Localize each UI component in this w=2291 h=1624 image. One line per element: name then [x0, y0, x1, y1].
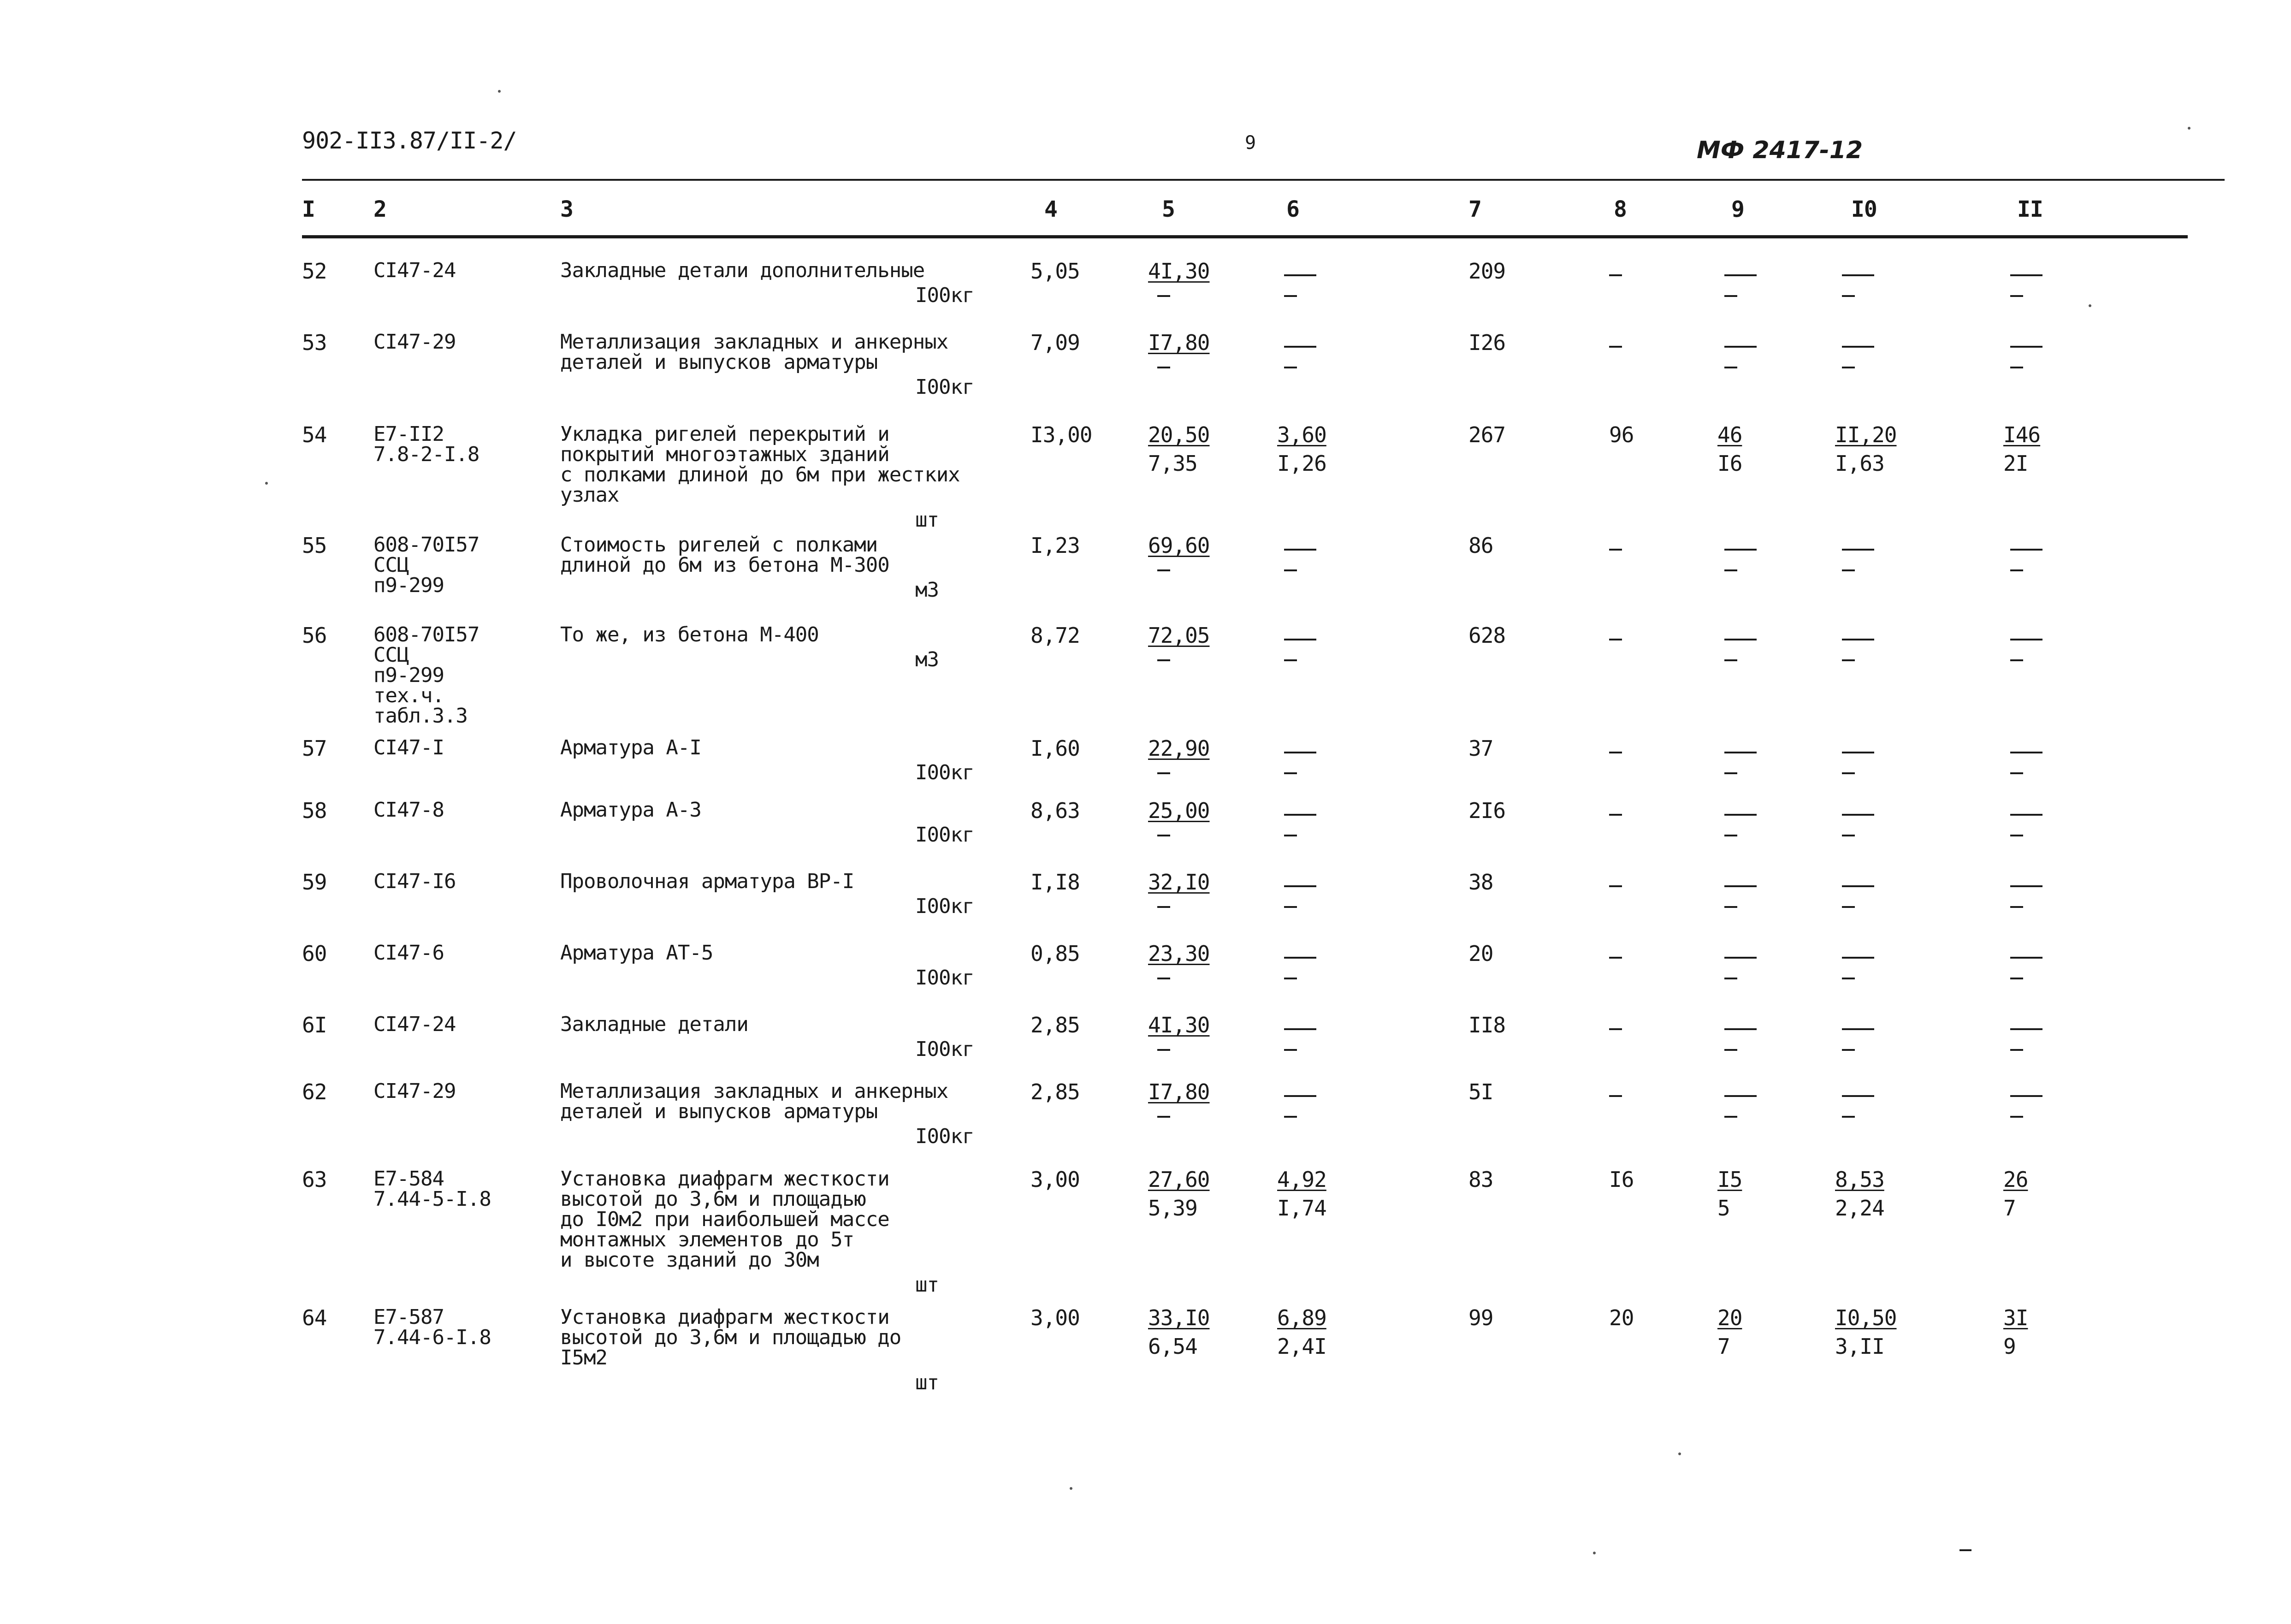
- row-number: 52: [302, 259, 327, 284]
- total-cost: 99: [1468, 1305, 1493, 1330]
- column-header-7: 7: [1468, 196, 1481, 222]
- empty-value-dash: [1609, 274, 1622, 276]
- quantity: 5,05: [1030, 259, 1080, 284]
- empty-value-dash: [1284, 1116, 1297, 1118]
- empty-value-dash: [1724, 659, 1737, 661]
- empty-value-dash: [1284, 1028, 1316, 1030]
- empty-value-dash: [1842, 274, 1874, 276]
- work-description: То же, из бетона М-400: [560, 623, 819, 646]
- empty-value-dash: [1284, 549, 1316, 551]
- work-description: Металлизация закладных и анкерных деталей и выпусков арматуры: [560, 1079, 948, 1123]
- empty-value-dash: [1724, 957, 1757, 959]
- column-header-2: 2: [373, 196, 386, 222]
- total-cost: 267: [1468, 422, 1506, 447]
- total-cost: 628: [1468, 623, 1506, 648]
- empty-value-dash: [2010, 569, 2023, 571]
- empty-value-dash: [1284, 978, 1297, 979]
- norm-code: CI47-I6: [373, 870, 456, 893]
- column-header-9: 9: [1731, 196, 1744, 222]
- total-cost: 20: [1468, 941, 1493, 966]
- empty-value-dash: [1724, 274, 1757, 276]
- empty-value-dash: [2010, 1116, 2023, 1118]
- empty-value-dash: [1724, 295, 1737, 297]
- work-description: Установка диафрагм жесткости высотой до 3,6м и площадью до I0м2 при наибольшей массе монтажных элементов до 5т и высоте зданий до 30м: [560, 1167, 889, 1272]
- empty-value-dash: [1284, 957, 1316, 959]
- empty-value-dash: [2010, 639, 2042, 640]
- norm-code: E7-584 7.44-5-I.8: [373, 1167, 491, 1211]
- col8-value: 96: [1609, 422, 1634, 447]
- work-description: Стоимость ригелей с полками длиной до 6м из бетона М-300: [560, 533, 889, 577]
- empty-value-dash: [1157, 978, 1170, 979]
- unit-cost-total-bottom: 5,39: [1148, 1196, 1197, 1221]
- empty-value-dash: [1284, 835, 1297, 836]
- header-rule: [302, 235, 2188, 238]
- row-number: 64: [302, 1305, 327, 1330]
- unit-cost-machine-bottom: 2,4I: [1277, 1334, 1326, 1359]
- empty-value-dash: [1842, 367, 1855, 368]
- empty-value-dash: [2010, 549, 2042, 551]
- quantity: I,I8: [1030, 870, 1080, 895]
- empty-value-dash: [1842, 549, 1874, 551]
- quantity: I,60: [1030, 736, 1080, 761]
- row-number: 55: [302, 533, 327, 558]
- unit-cost-machine-bottom: I,74: [1277, 1196, 1326, 1221]
- col10-value-top: II,20: [1835, 422, 1897, 447]
- unit: м3: [915, 578, 939, 602]
- unit: I00кг: [915, 375, 974, 399]
- empty-value-dash: [1157, 772, 1170, 774]
- row-number: 56: [302, 623, 327, 648]
- unit-cost-total-top: I7,80: [1148, 330, 1210, 355]
- quantity: 8,72: [1030, 623, 1080, 648]
- speck: [265, 482, 268, 485]
- empty-value-dash: [2010, 957, 2042, 959]
- norm-code: CI47-24: [373, 259, 456, 282]
- col8-value: 20: [1609, 1305, 1634, 1330]
- empty-value-dash: [1609, 1028, 1622, 1030]
- empty-value-dash: [1842, 1095, 1874, 1097]
- row-number: 59: [302, 870, 327, 895]
- empty-value-dash: [1724, 1028, 1757, 1030]
- empty-value-dash: [1284, 659, 1297, 661]
- empty-value-dash: [1284, 814, 1316, 816]
- empty-value-dash: [1284, 885, 1316, 887]
- total-cost: 2I6: [1468, 798, 1506, 823]
- empty-value-dash: [1842, 1049, 1855, 1051]
- empty-value-dash: [1724, 1049, 1737, 1051]
- empty-value-dash: [1609, 549, 1622, 551]
- work-description: Укладка ригелей перекрытий и покрытий многоэтажных зданий с полками длиной до 6м при жестких узлах: [560, 422, 960, 507]
- empty-value-dash: [1724, 772, 1737, 774]
- unit-cost-total-top: 23,30: [1148, 941, 1210, 966]
- norm-code: CI47-29: [373, 330, 456, 354]
- empty-value-dash: [2010, 814, 2042, 816]
- empty-value-dash: [1842, 978, 1855, 979]
- col9-value-bottom: 7: [1717, 1334, 1730, 1359]
- unit: I00кг: [915, 895, 974, 918]
- quantity: I3,00: [1030, 422, 1092, 447]
- col8-value: I6: [1609, 1167, 1634, 1192]
- row-number: 62: [302, 1079, 327, 1104]
- empty-value-dash: [1609, 346, 1622, 348]
- empty-value-dash: [1842, 346, 1874, 348]
- empty-value-dash: [1284, 639, 1316, 640]
- empty-value-dash: [1157, 1049, 1170, 1051]
- row-number: 60: [302, 941, 327, 966]
- empty-value-dash: [1157, 569, 1170, 571]
- col9-value-top: I5: [1717, 1167, 1742, 1192]
- unit: шт: [915, 1371, 939, 1394]
- document-code: 902-II3.87/II-2/: [302, 127, 517, 154]
- empty-value-dash: [1842, 835, 1855, 836]
- speck: [498, 90, 501, 93]
- empty-value-dash: [1609, 885, 1622, 887]
- empty-value-dash: [1157, 835, 1170, 836]
- column-header-8: 8: [1614, 196, 1627, 222]
- empty-value-dash: [1157, 367, 1170, 368]
- norm-code: CI47-29: [373, 1079, 456, 1103]
- work-description: Металлизация закладных и анкерных деталей и выпусков арматуры: [560, 330, 948, 374]
- norm-code: E7-587 7.44-6-I.8: [373, 1305, 491, 1349]
- empty-value-dash: [2010, 772, 2023, 774]
- empty-value-dash: [1842, 957, 1874, 959]
- unit: м3: [915, 648, 939, 671]
- quantity: 3,00: [1030, 1167, 1080, 1192]
- column-header-11: II: [2017, 196, 2043, 222]
- column-header-4: 4: [1044, 196, 1057, 222]
- row-number: 6I: [302, 1013, 327, 1037]
- unit: I00кг: [915, 1037, 974, 1061]
- unit-cost-total-top: 20,50: [1148, 422, 1210, 447]
- empty-value-dash: [2010, 885, 2042, 887]
- empty-value-dash: [2010, 346, 2042, 348]
- empty-value-dash: [1842, 752, 1874, 753]
- empty-value-dash: [1609, 639, 1622, 640]
- unit-cost-total-top: 22,90: [1148, 736, 1210, 761]
- empty-value-dash: [1284, 906, 1297, 908]
- unit-cost-total-top: 4I,30: [1148, 259, 1210, 284]
- empty-value-dash: [1284, 274, 1316, 276]
- empty-value-dash: [2010, 274, 2042, 276]
- total-cost: I26: [1468, 330, 1506, 355]
- norm-code: 608-70I57 ССЦ п9-299: [373, 533, 480, 597]
- work-description: Закладные детали: [560, 1013, 748, 1036]
- quantity: 2,85: [1030, 1013, 1080, 1037]
- empty-value-dash: [1609, 752, 1622, 753]
- empty-value-dash: [1724, 885, 1757, 887]
- page-number: 9: [1245, 132, 1256, 154]
- empty-value-dash: [1724, 569, 1737, 571]
- empty-value-dash: [1842, 772, 1855, 774]
- empty-value-dash: [1284, 1049, 1297, 1051]
- col9-value-top: 46: [1717, 422, 1742, 447]
- row-number: 58: [302, 798, 327, 823]
- empty-value-dash: [1842, 569, 1855, 571]
- empty-value-dash: [1724, 1095, 1757, 1097]
- speck: [1070, 1487, 1072, 1490]
- unit-cost-total-top: 69,60: [1148, 533, 1210, 558]
- empty-value-dash: [1842, 659, 1855, 661]
- work-description: Проволочная арматура ВР-I: [560, 870, 854, 893]
- norm-code: CI47-24: [373, 1013, 456, 1036]
- col10-value-bottom: 2,24: [1835, 1196, 1884, 1221]
- total-cost: 37: [1468, 736, 1493, 761]
- empty-value-dash: [1724, 639, 1757, 640]
- norm-code: E7-II2 7.8-2-I.8: [373, 422, 480, 466]
- quantity: 3,00: [1030, 1305, 1080, 1330]
- empty-value-dash: [1842, 1116, 1855, 1118]
- unit-cost-total-top: 32,I0: [1148, 870, 1210, 895]
- total-cost: 5I: [1468, 1079, 1493, 1104]
- speck: [2089, 304, 2091, 307]
- col11-value-top: 26: [2003, 1167, 2028, 1192]
- unit-cost-total-top: 72,05: [1148, 623, 1210, 648]
- speck: [1678, 1452, 1681, 1455]
- empty-value-dash: [2010, 978, 2023, 979]
- empty-value-dash: [1284, 772, 1297, 774]
- total-cost: 38: [1468, 870, 1493, 895]
- col11-value-bottom: 2I: [2003, 451, 2028, 476]
- unit-cost-total-bottom: 6,54: [1148, 1334, 1197, 1359]
- col10-value-top: 8,53: [1835, 1167, 1884, 1192]
- empty-value-dash: [1842, 885, 1874, 887]
- row-number: 54: [302, 422, 327, 447]
- work-description: Арматура А-3: [560, 798, 701, 822]
- quantity: 2,85: [1030, 1079, 1080, 1104]
- empty-value-dash: [2010, 1028, 2042, 1030]
- quantity: 8,63: [1030, 798, 1080, 823]
- unit: шт: [915, 1273, 939, 1297]
- col9-value-top: 20: [1717, 1305, 1742, 1330]
- unit-cost-machine-bottom: I,26: [1277, 451, 1326, 476]
- column-header-1: I: [302, 196, 315, 222]
- work-description: Арматура А-I: [560, 736, 701, 759]
- total-cost: II8: [1468, 1013, 1506, 1037]
- empty-value-dash: [1724, 835, 1737, 836]
- quantity: 7,09: [1030, 330, 1080, 355]
- col11-value-top: 3I: [2003, 1305, 2028, 1330]
- norm-code: CI47-I: [373, 736, 444, 759]
- empty-value-dash: [1609, 957, 1622, 959]
- work-description: Установка диафрагм жесткости высотой до 3,6м и площадью до I5м2: [560, 1305, 901, 1369]
- unit: I00кг: [915, 1125, 974, 1148]
- empty-value-dash: [1157, 906, 1170, 908]
- total-cost: 86: [1468, 533, 1493, 558]
- unit-cost-total-top: 27,60: [1148, 1167, 1210, 1192]
- speck: [2188, 127, 2190, 130]
- norm-code: 608-70I57 ССЦ п9-299 тех.ч. табл.3.3: [373, 623, 480, 728]
- unit-cost-total-top: I7,80: [1148, 1079, 1210, 1104]
- row-number: 63: [302, 1167, 327, 1192]
- empty-value-dash: [1284, 569, 1297, 571]
- empty-value-dash: [1157, 295, 1170, 297]
- empty-value-dash: [1724, 346, 1757, 348]
- unit-cost-total-bottom: 7,35: [1148, 451, 1197, 476]
- empty-value-dash: [1724, 978, 1737, 979]
- empty-value-dash: [2010, 906, 2023, 908]
- empty-value-dash: [1724, 814, 1757, 816]
- unit-cost-machine-top: 4,92: [1277, 1167, 1326, 1192]
- total-cost: 209: [1468, 259, 1506, 284]
- empty-value-dash: [2010, 752, 2042, 753]
- empty-value-dash: [1842, 1028, 1874, 1030]
- speck: [1593, 1552, 1596, 1554]
- empty-value-dash: [2010, 1095, 2042, 1097]
- empty-value-dash: [1724, 549, 1757, 551]
- column-header-10: I0: [1851, 196, 1877, 222]
- unit-cost-total-top: 4I,30: [1148, 1013, 1210, 1037]
- column-header-6: 6: [1286, 196, 1299, 222]
- unit: I00кг: [915, 823, 974, 847]
- unit-cost-total-top: 33,I0: [1148, 1305, 1210, 1330]
- col11-value-bottom: 9: [2003, 1334, 2016, 1359]
- total-cost: 83: [1468, 1167, 1493, 1192]
- unit: I00кг: [915, 284, 974, 307]
- col11-value-top: I46: [2003, 422, 2041, 447]
- unit-cost-total-top: 25,00: [1148, 798, 1210, 823]
- norm-code: CI47-8: [373, 798, 444, 822]
- empty-value-dash: [1724, 906, 1737, 908]
- work-description: Закладные детали дополнительные: [560, 259, 925, 282]
- norm-code: CI47-6: [373, 941, 444, 965]
- row-number: 53: [302, 330, 327, 355]
- col10-value-bottom: 3,II: [1835, 1334, 1884, 1359]
- unit-cost-machine-top: 6,89: [1277, 1305, 1326, 1330]
- col9-value-bottom: I6: [1717, 451, 1742, 476]
- empty-value-dash: [1724, 367, 1737, 368]
- sheet-reference: МФ 2417-12: [1697, 136, 1863, 164]
- empty-value-dash: [1609, 1095, 1622, 1097]
- empty-value-dash: [1157, 659, 1170, 661]
- empty-value-dash: [2010, 1049, 2023, 1051]
- empty-value-dash: [2010, 835, 2023, 836]
- unit-cost-machine-top: 3,60: [1277, 422, 1326, 447]
- empty-value-dash: [1284, 346, 1316, 348]
- empty-value-dash: [2010, 659, 2023, 661]
- empty-value-dash: [1724, 1116, 1737, 1118]
- empty-value-dash: [1724, 752, 1757, 753]
- column-header-3: 3: [560, 196, 573, 222]
- unit: шт: [915, 508, 939, 532]
- empty-value-dash: [1842, 906, 1855, 908]
- speck: [1959, 1549, 1971, 1551]
- empty-value-dash: [1284, 1095, 1316, 1097]
- empty-value-dash: [1284, 295, 1297, 297]
- empty-value-dash: [1284, 367, 1297, 368]
- empty-value-dash: [1842, 814, 1874, 816]
- empty-value-dash: [1284, 752, 1316, 753]
- col9-value-bottom: 5: [1717, 1196, 1730, 1221]
- col10-value-top: I0,50: [1835, 1305, 1897, 1330]
- empty-value-dash: [2010, 295, 2023, 297]
- quantity: I,23: [1030, 533, 1080, 558]
- work-description: Арматура АТ-5: [560, 941, 713, 965]
- column-header-5: 5: [1162, 196, 1175, 222]
- empty-value-dash: [1157, 1116, 1170, 1118]
- empty-value-dash: [1842, 295, 1855, 297]
- col11-value-bottom: 7: [2003, 1196, 2016, 1221]
- unit: I00кг: [915, 761, 974, 784]
- top-rule: [302, 179, 2225, 181]
- empty-value-dash: [1842, 639, 1874, 640]
- empty-value-dash: [2010, 367, 2023, 368]
- row-number: 57: [302, 736, 327, 761]
- empty-value-dash: [1609, 814, 1622, 816]
- col10-value-bottom: I,63: [1835, 451, 1884, 476]
- quantity: 0,85: [1030, 941, 1080, 966]
- unit: I00кг: [915, 966, 974, 990]
